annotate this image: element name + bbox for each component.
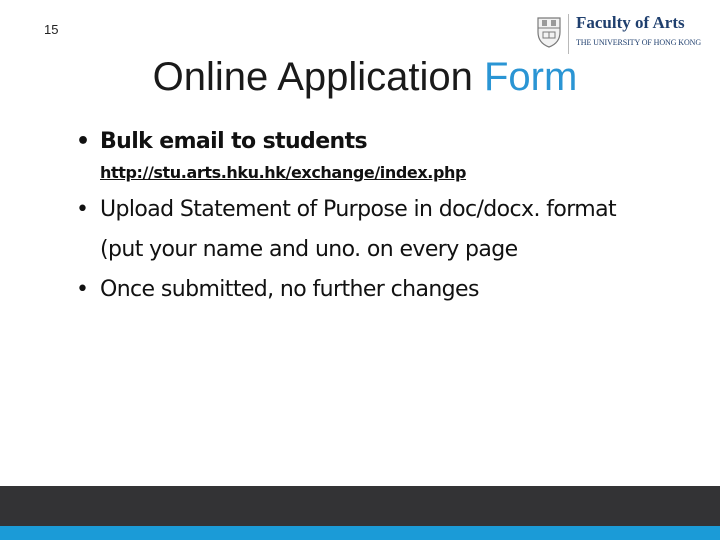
title-main: Online Application <box>152 55 473 99</box>
bullet-text: Upload Statement of Purpose in doc/docx. format (put your name and uno. on every page <box>100 197 617 262</box>
bullet-dot-icon: • <box>76 129 90 154</box>
bullet-item <box>76 122 636 162</box>
bullet-list <box>76 122 636 310</box>
university-crest-icon <box>536 16 562 48</box>
bullet-text: Bulk email to students <box>100 129 367 154</box>
exchange-link[interactable]: http://stu.arts.hku.hk/exchange/index.php <box>100 163 467 182</box>
slide-title <box>0 55 720 100</box>
footer-bar <box>0 486 720 526</box>
footer-accent-bar <box>0 526 720 540</box>
faculty-name: Faculty of Arts <box>576 13 685 32</box>
logo-divider <box>568 14 569 54</box>
title-accent: Form <box>484 55 578 99</box>
bullet-dot-icon: • <box>76 197 89 222</box>
university-name: THE UNIVERSITY OF HONG KONG <box>576 38 701 47</box>
slide-number: 15 <box>44 22 59 37</box>
faculty-logo <box>536 12 706 56</box>
bullet-item <box>76 270 636 310</box>
bullet-text: Once submitted, no further changes <box>100 277 479 302</box>
bullet-dot-icon: • <box>76 277 89 302</box>
bullet-item <box>76 190 636 270</box>
